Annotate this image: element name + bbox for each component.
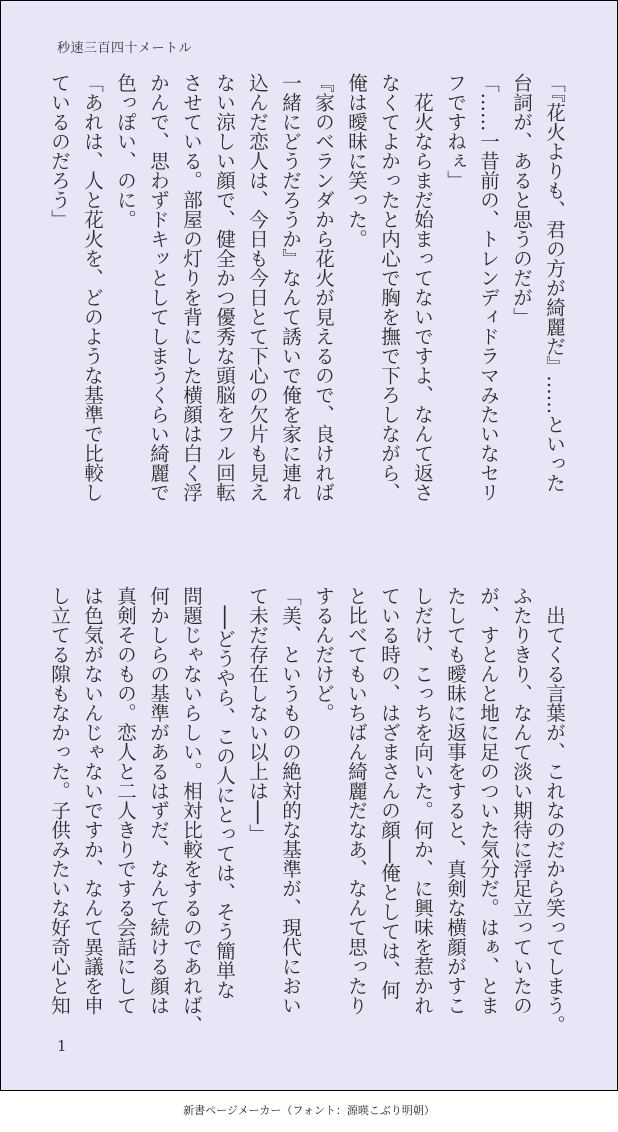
text-column: と比べてもいちばん綺麗だなあ、なんて思ったり: [345, 586, 368, 1015]
text-column: 問題じゃないらしい。相対比較をするのであれば、: [180, 586, 203, 1035]
running-title: 秒速三百四十メートル: [57, 41, 193, 56]
text-column: が、すとんと地に足のついた気分だ。はぁ、とま: [477, 586, 500, 1015]
text-column: たしても曖昧に返事をすると、真剣な横顔がすこ: [444, 586, 467, 1015]
text-block-top: [48, 73, 571, 502]
text-column: 「あれは、人と花火を、どのような基準で比較し: [81, 73, 104, 502]
text-column: なくてよかったと内心で胸を撫で下ろしながら、: [378, 73, 401, 502]
text-column: し立てる隙もなかった。子供みたいな好奇心と知: [48, 586, 71, 1015]
text-column: 花火ならまだ始まってないですよ、なんて返さ: [411, 73, 434, 502]
text-column: ているのだろう」: [48, 73, 71, 229]
text-column: 俺は曖昧に笑った。: [345, 73, 368, 249]
text-column: するんだけど。: [312, 586, 335, 723]
text-column: ない涼しい顔で、健全かつ優秀な頭脳をフル回転: [213, 73, 236, 502]
text-column: ふたりきり、なんて淡い期待に浮足立っていたの: [510, 586, 533, 1015]
text-column: 一緒にどうだろうか』なんて誘いで俺を家に連れ: [279, 73, 302, 502]
text-column: かんで、思わずドキッとしてしまうくらい綺麗で: [147, 73, 170, 502]
text-column: フですねぇ」: [444, 73, 467, 190]
text-column: しだけ、こっちを向いた。何か、に興味を惹かれ: [411, 586, 434, 1015]
page-number: 1: [57, 1037, 67, 1055]
text-column: 「美、というものの絶対的な基準が、現代におい: [279, 586, 302, 1015]
text-column: 色っぽい、のに。: [114, 73, 137, 229]
text-column: 出てくる言葉が、これなのだから笑ってしまう。: [543, 586, 566, 1035]
text-column: て未だ存在しない以上は──」: [246, 586, 269, 844]
text-column: 真剣そのもの。恋人と二人きりでする会話にして: [114, 586, 137, 1015]
text-column: は色気がないんじゃないですか、なんて異議を申: [81, 586, 104, 1015]
text-column: 何かしらの基準があるはずだ、なんて続ける顔は: [147, 586, 170, 1015]
text-column: 「『花火よりも、君の方が綺麗だ』……といった: [543, 73, 566, 493]
text-column: 台詞が、あると思うのだが」: [510, 73, 533, 327]
generator-caption: 新書ページメーカー（フォント：源暎こぶり明朝）: [183, 1104, 435, 1117]
text-column: 「……一昔前の、トレンディドラマみたいなセリ: [477, 73, 500, 502]
text-column: させている。部屋の灯りを背にした横顔は白く浮: [180, 73, 203, 502]
text-column: 込んだ恋人は、今日も今日とて下心の欠片も見え: [246, 73, 269, 502]
text-column: 『家のベランダから花火が見えるので、良ければ: [312, 73, 335, 502]
text-column: ている時の、はざまさんの顔──俺としては、何: [378, 586, 401, 1000]
text-column: ──どうやら、この人にとっては、そう簡単な: [213, 586, 236, 1000]
text-block-bottom: [48, 586, 571, 1035]
